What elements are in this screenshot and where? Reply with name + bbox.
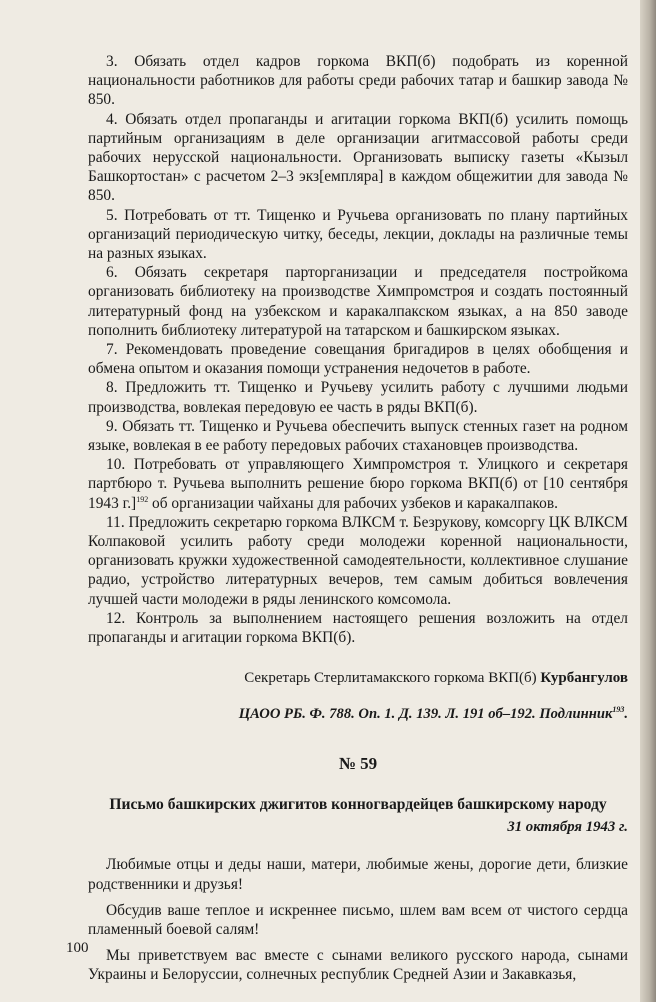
footnote-ref-193: 193 (612, 704, 625, 714)
letter-paragraph: Любимые отцы и деды наши, матери, любимые жены, дорогие дети, близкие родственники и друзья! (88, 856, 628, 893)
paragraph-4: 4. Обязать отдел пропаганды и агитации горкома ВКП(б) усилить помощь партийным организациям в деле организации агитмассовой работы среди рабочих нерусской национальности. Организовать выписку газеты «Кызыл Башкортостан» с расчетом 2–3 экз[емпляра] в каждом общежитии для завода № 850. (88, 110, 628, 205)
paragraph-8: 8. Предложить тт. Тищенко и Ручьеву усилить работу с лучшими людьми производства, вовлекая передовую ее часть в ряды ВКП(б). (88, 379, 628, 416)
book-edge (640, 0, 656, 1002)
paragraph-5: 5. Потребовать от тт. Тищенко и Ручьева организовать по плану партийных организаций периодическую читку, беседы, лекции, доклады на различные темы на разных языках. (88, 206, 628, 263)
page-number: 100 (66, 940, 89, 956)
document-number: № 59 (338, 753, 378, 773)
archive-source-end: . (624, 705, 628, 722)
paragraph-12: 12. Контроль за выполнением настоящего решения возложить на отдел пропаганды и агитации горкома ВКП(б). (88, 609, 628, 647)
letter-paragraph: Мы приветствуем вас вместе с сынами великого русского народа, сынами Украины и Белоруссии, солнечных республик Средней Азии и Закавказья, (88, 947, 628, 984)
signature-name: Курбангулов (540, 670, 628, 687)
archive-source-text: ЦАОО РБ. Ф. 788. Оп. 1. Д. 139. Л. 191 об–192. Подлинник (238, 705, 613, 722)
paragraph-6: 6. Обязать секретаря парторганизации и председателя постройкома организовать библиотеку на производстве Химпромстроя и создать постоянный литературный фонд на узбекском и каракалпакском языках, а на 850 заводе пополнить библиотеку литературой на татарском и башкирском языках. (88, 264, 628, 339)
paragraph-11: 11. Предложить секретарю горкома ВЛКСМ т. Безрукову, комсоргу ЦК ВЛКСМ Колпаковой усилить работу среди молодежи коренной национальности, организовать кружки художественной самодеятельности, коллективное слушание радио, устройство литературных вечеров, тем самым добиться вовлечения лучшей части молодежи в ряды ленинского комсомола. (88, 513, 628, 608)
archive-source (88, 705, 628, 724)
page-content (88, 52, 628, 992)
document-title: Письмо башкирских джигитов конногвардейцев башкирскому народу (109, 795, 607, 813)
signature-line (88, 669, 628, 688)
letter-body (88, 855, 628, 984)
paragraph-9: 9. Обязать тт. Тищенко и Ручьева обеспечить выпуск стенных газет на родном языке, вовлекая в ее работу передовых рабочих стахановцев производства. (88, 417, 628, 455)
paragraph-3: 3. Обязать отдел кадров горкома ВКП(б) подобрать из коренной национальности работников для работы среди рабочих татар и башкир завода № 850. (88, 53, 628, 109)
paragraph-10 (88, 455, 628, 513)
document-date: 31 октября 1943 г. (507, 819, 628, 836)
paragraph-10-text: 10. Потребовать от управляющего Химпромстроя т. Улицкого и секретаря партбюро т. Ручьева выполнить решение бюро горкома ВКП(б) от [10 сентября 1943 г.] (88, 456, 628, 512)
paragraph-10-text-end: об организации чайханы для рабочих узбеков и каракалпаков. (148, 494, 558, 512)
footnote-ref-192: 192 (136, 494, 149, 504)
signature-position: Секретарь Стерлитамакского горкома ВКП(б) (244, 670, 541, 687)
letter-paragraph: Обсудив ваше теплое и искреннее письмо, шлем вам всем от чистого сердца пламенный боевой салям! (88, 901, 628, 938)
paragraph-7: 7. Рекомендовать проведение совещания бригадиров в целях обобщения и обмена опытом и оказания помощи устранения недочетов в работе. (88, 341, 628, 378)
